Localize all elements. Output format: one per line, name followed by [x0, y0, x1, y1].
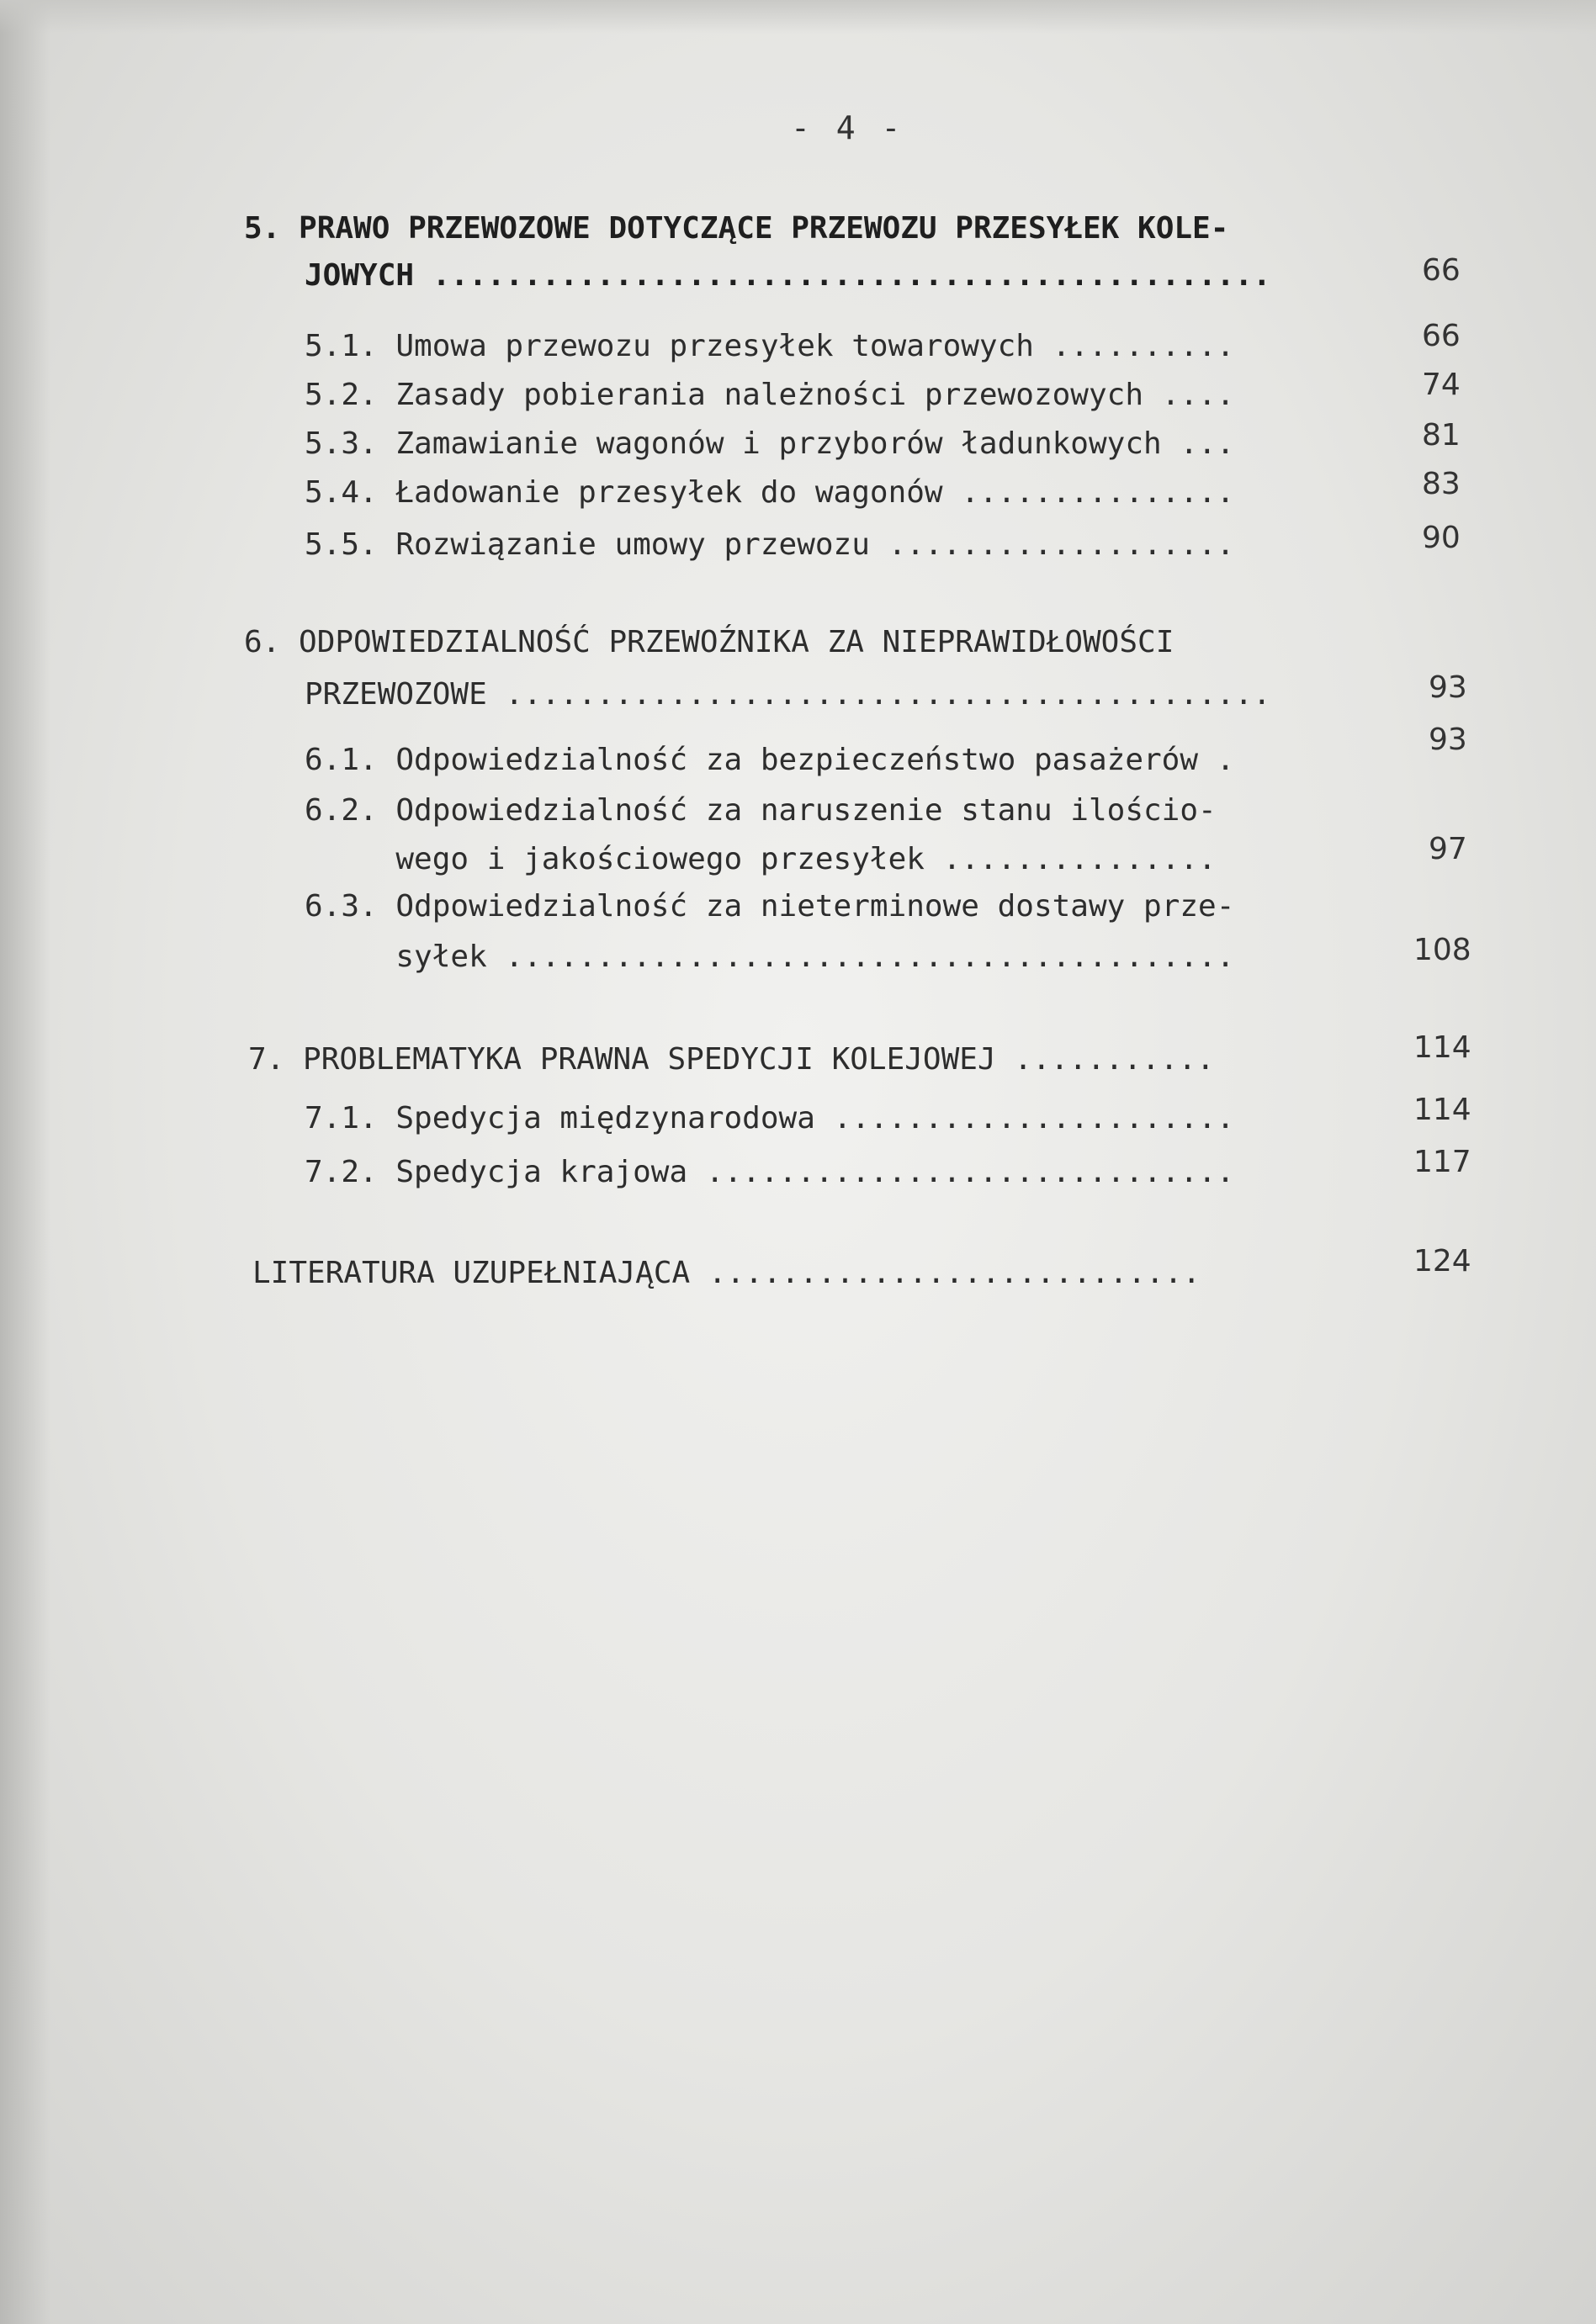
toc-item-7-2: 7.2. Spedycja krajowa ............................. [305, 1155, 1235, 1189]
section-7-page: 114 [1413, 1030, 1471, 1065]
section-5-heading: 5. PRAWO PRZEWOZOWE DOTYCZĄCE PRZEWOZU PRZESYŁEK KOLE- [244, 211, 1229, 246]
toc-item-5-4: 5.4. Ładowanie przesyłek do wagonów ............... [305, 475, 1235, 510]
toc-item-5-2: 5.2. Zasady pobierania należności przewozowych .... [305, 378, 1235, 412]
section-5-heading-cont: JOWYCH .............................................. [305, 258, 1271, 293]
toc-item-5-3: 5.3. Zamawianie wagonów i przyborów ładunkowych ... [305, 426, 1235, 461]
toc-item-5-3-page: 81 [1422, 418, 1461, 453]
toc-item-5-2-page: 74 [1422, 368, 1461, 402]
toc-item-5-1-page: 66 [1422, 319, 1461, 353]
toc-item-7-1: 7.1. Spedycja międzynarodowa ...................... [305, 1101, 1235, 1136]
toc-item-5-4-page: 83 [1422, 467, 1461, 501]
toc-item-6-2-page: 97 [1429, 832, 1467, 866]
section-6-heading: 6. ODPOWIEDZIALNOŚĆ PRZEWOŹNIKA ZA NIEPRAWIDŁOWOŚCI [244, 625, 1174, 659]
section-6-page: 93 [1429, 670, 1467, 705]
toc-item-7-1-page: 114 [1413, 1093, 1471, 1127]
literature-entry: LITERATURA UZUPEŁNIAJĄCA ........................... [252, 1256, 1201, 1290]
toc-item-6-3: 6.3. Odpowiedzialność za nieterminowe dostawy prze- [305, 889, 1235, 924]
toc-item-5-5-page: 90 [1422, 521, 1461, 555]
section-6-heading-cont: PRZEWOZOWE .......................................... [305, 677, 1271, 712]
page-number: - 4 - [791, 109, 904, 146]
section-7-heading: 7. PROBLEMATYKA PRAWNA SPEDYCJI KOLEJOWEJ ........... [248, 1042, 1215, 1077]
toc-item-6-3-page: 108 [1413, 933, 1471, 967]
toc-item-6-2: 6.2. Odpowiedzialność za naruszenie stanu ilościo- [305, 793, 1217, 828]
toc-item-6-1: 6.1. Odpowiedzialność za bezpieczeństwo pasażerów . [305, 743, 1235, 777]
section-5-page: 66 [1422, 253, 1461, 288]
toc-item-6-3-cont: syłek ........................................ [305, 940, 1235, 974]
toc-item-6-2-cont: wego i jakościowego przesyłek ............... [305, 842, 1217, 876]
toc-item-5-1: 5.1. Umowa przewozu przesyłek towarowych .......... [305, 329, 1235, 363]
literature-page: 124 [1413, 1244, 1471, 1278]
toc-item-6-1-page: 93 [1429, 723, 1467, 757]
toc-item-7-2-page: 117 [1413, 1145, 1471, 1179]
toc-item-5-5: 5.5. Rozwiązanie umowy przewozu ................... [305, 527, 1235, 562]
